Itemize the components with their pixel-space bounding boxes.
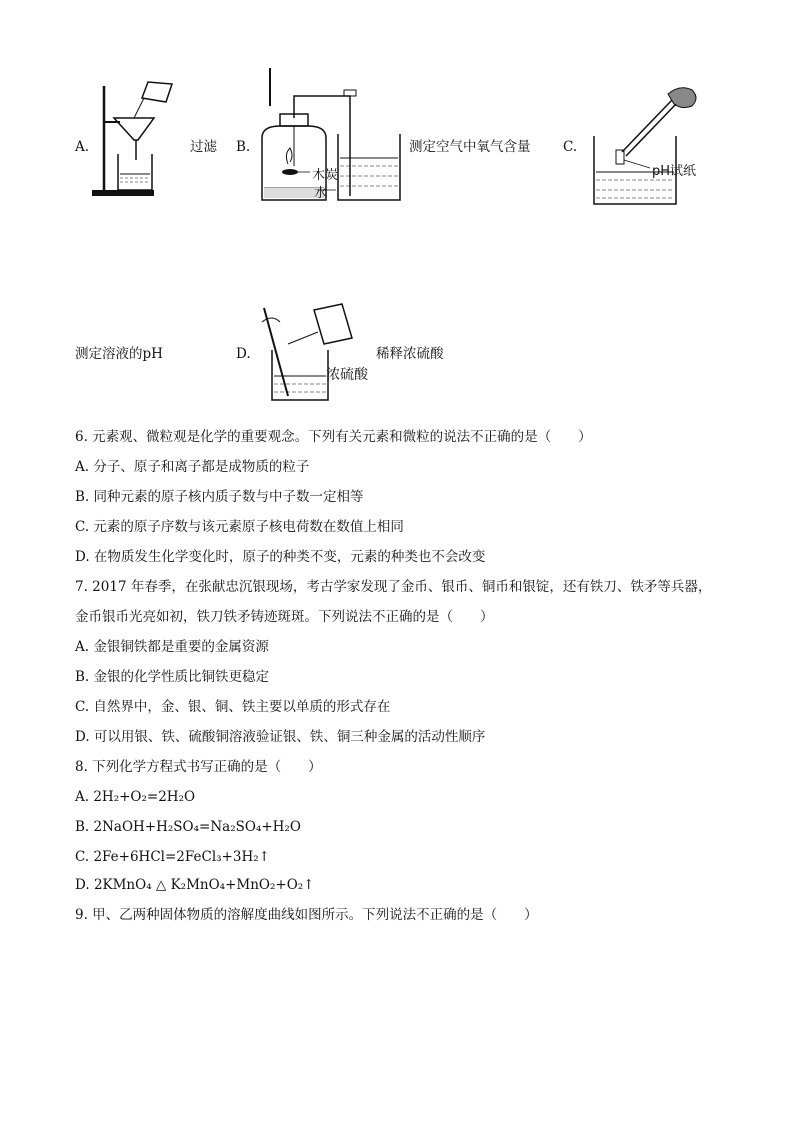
option-a-letter: A. [75, 139, 90, 155]
option-b-letter: B. [236, 139, 251, 155]
label-ph-paper: pH试纸 [652, 164, 697, 179]
q6-option-a: A. 分子、原子和离子都是成物质的粒子 [75, 459, 310, 475]
label-conc-sulfuric-acid: 浓硫酸 [326, 367, 368, 383]
q8-option-d-letter: D. [75, 877, 94, 893]
option-b-caption: 测定空气中氧气含量 [409, 139, 531, 155]
q8-option-c-equation: 2Fe+6HCl=2FeCl₃+3H₂↑ [93, 849, 270, 865]
ph-measurement-figure [588, 80, 718, 210]
oxygen-measurement-figure [252, 66, 412, 206]
q6-stem: 6. 元素观、微粒观是化学的重要观念。下列有关元素和微粒的说法不正确的是（ ） [75, 429, 592, 445]
q6-option-c: C. 元素的原子序数与该元素原子核电荷数在数值上相同 [75, 519, 404, 535]
q8-option-a [75, 788, 195, 806]
q7-option-a: A. 金银铜铁都是重要的金属资源 [75, 639, 269, 655]
option-c-letter: C. [563, 139, 578, 155]
q6-option-b: B. 同种元素的原子核内质子数与中子数一定相等 [75, 489, 364, 505]
q8-option-c-letter: C. [75, 849, 94, 865]
filtration-apparatus-figure [90, 78, 190, 214]
option-c-caption: 测定溶液的pH [75, 346, 163, 362]
option-a-caption: 过滤 [190, 139, 217, 155]
q6-option-d: D. 在物质发生化学变化时，原子的种类不变，元素的种类也不会改变 [75, 549, 486, 565]
q8-option-b [75, 818, 301, 836]
q7-option-b: B. 金银的化学性质比铜铁更稳定 [75, 669, 270, 685]
option-d-caption: 稀释浓硫酸 [376, 346, 444, 362]
q8-stem: 8. 下列化学方程式书写正确的是（ ） [75, 759, 322, 775]
q9-stem: 9. 甲、乙两种固体物质的溶解度曲线如图所示。下列说法不正确的是（ ） [75, 907, 538, 923]
label-water: 水 [314, 186, 328, 201]
q8-option-d [75, 876, 314, 894]
q8-option-a-letter: A. [75, 789, 94, 805]
option-d-letter: D. [236, 346, 251, 362]
q7-option-c: C. 自然界中，金、银、铜、铁主要以单质的形式存在 [75, 699, 391, 715]
acid-dilution-figure [258, 300, 368, 404]
q7-stem-line2: 金币银币光亮如初，铁刀铁矛铸迹斑斑。下列说法不正确的是（ ） [75, 609, 494, 625]
q8-option-b-equation: 2NaOH+H₂SO₄=Na₂SO₄+H₂O [93, 819, 301, 835]
q7-stem-line1: 7. 2017 年春季，在张献忠沉银现场，考古学家发现了金币、银币、铜币和银锭，还有铁刀、铁矛等兵器， [75, 579, 712, 595]
q8-option-b-letter: B. [75, 819, 94, 835]
q7-option-d: D. 可以用银、铁、硫酸铜溶液验证银、铁、铜三种金属的活动性顺序 [75, 729, 486, 745]
q8-option-a-equation: 2H₂+O₂=2H₂O [93, 789, 196, 805]
label-charcoal: 木炭 [312, 168, 339, 183]
q8-option-d-equation: 2KMnO₄ △ K₂MnO₄+MnO₂+O₂↑ [93, 877, 315, 893]
q8-option-c [75, 848, 270, 866]
